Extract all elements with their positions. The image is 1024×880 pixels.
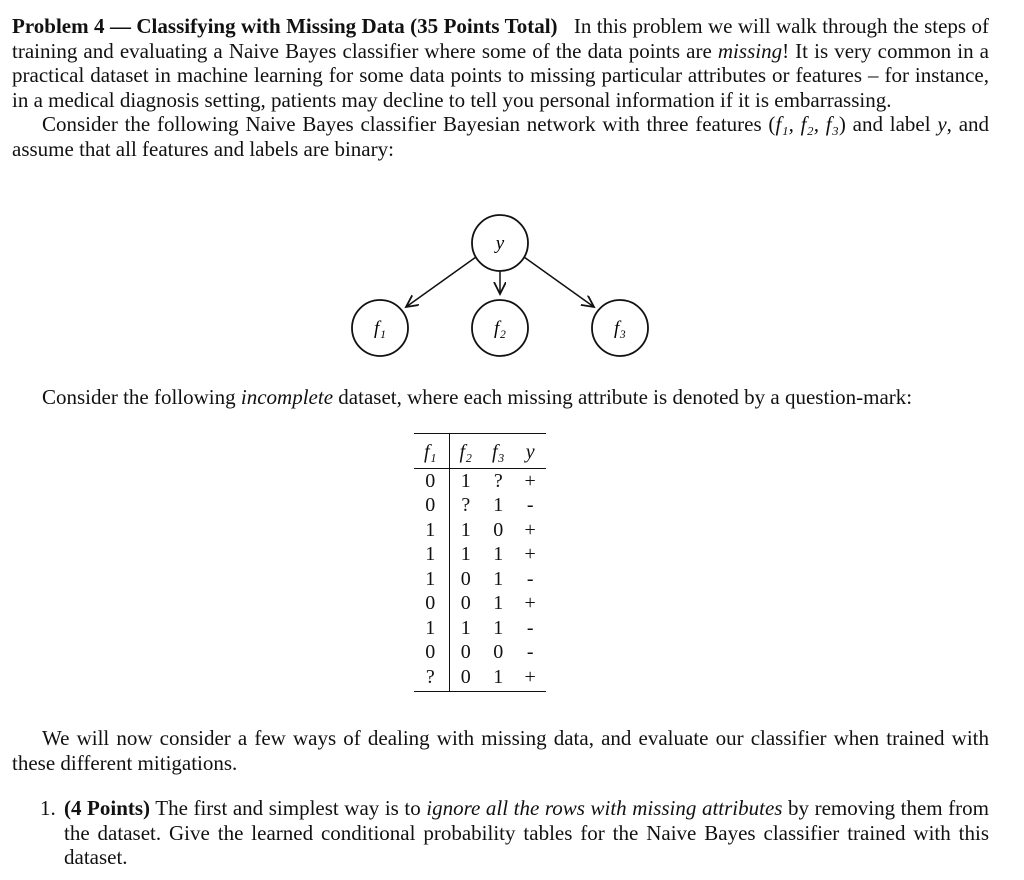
edge-y-f3	[524, 257, 594, 307]
cell: 1	[414, 518, 449, 543]
cell: +	[524, 592, 536, 614]
node-f1	[352, 300, 408, 356]
cell: 1	[493, 494, 504, 516]
cell: 0	[493, 518, 504, 541]
node-f3	[592, 300, 648, 356]
cell: 0	[414, 640, 449, 665]
intro-text-2: ! It is very common in a practical dataset in machine learning for some data points to missing particular attributes or features – for instance, in a medical diagnosis setting, patients may decline to tell you personal information if it is embarrassing.	[12, 38, 989, 112]
node-y-label: y	[495, 233, 505, 254]
incomplete-dataset-table	[414, 433, 546, 692]
table-row	[414, 616, 546, 641]
cell: ?	[414, 665, 449, 692]
cell: 1	[414, 567, 449, 592]
header-y: y	[515, 434, 546, 469]
header-f1: f₁	[414, 434, 449, 469]
problem-label: Problem 4 — Classifying with Missing Data (35 Points Total)	[12, 14, 558, 38]
question-1-text	[64, 796, 989, 870]
problem-paragraph	[12, 14, 989, 112]
bayes-network-diagram	[340, 212, 660, 362]
question-1	[40, 796, 989, 870]
table-row	[414, 567, 546, 592]
dataset-intro-after: dataset, where each missing attribute is denoted by a question-mark:	[338, 385, 913, 409]
cell: -	[526, 641, 534, 663]
header-f2: f₂	[449, 434, 482, 469]
cell: ?	[493, 469, 503, 492]
question-number: 1.	[40, 796, 56, 820]
intro-text-1: In this problem we will walk through the steps of training and evaluating a Naive Bayes classifier where some of the data points are	[12, 14, 989, 63]
cell: 1	[460, 469, 471, 492]
cell: 1	[493, 592, 504, 614]
consider-text-1: Consider the following Naive Bayes classifier Bayesian network with three features (	[42, 112, 776, 136]
consider-paragraph	[12, 112, 989, 161]
cell: 0	[460, 567, 471, 590]
cell: 0	[460, 641, 471, 663]
consider-text-3: , and assume that all features and labels are binary:	[12, 112, 990, 161]
cell: 0	[449, 665, 482, 692]
cell: +	[515, 665, 546, 692]
table-row	[414, 468, 546, 493]
table-row	[414, 640, 546, 665]
cell: 1	[414, 616, 449, 641]
mitigation-paragraph: We will now consider a few ways of dealing with missing data, and evaluate our classifier when trained with these different mitigations.	[12, 726, 989, 775]
node-f3-label: f₃	[614, 318, 626, 339]
label-var: y	[937, 112, 947, 136]
dataset-intro-before: Consider the following	[42, 385, 236, 409]
cell: 1	[493, 543, 504, 565]
dataset-intro	[12, 385, 989, 410]
consider-text-2: ) and label	[838, 112, 931, 136]
cell: 1	[460, 543, 471, 565]
cell: +	[524, 543, 536, 565]
cell: 0	[414, 591, 449, 616]
node-f2-label: f₂	[494, 318, 506, 339]
question-points: (4 Points)	[64, 796, 151, 820]
cell: 1	[493, 616, 504, 639]
table-row	[414, 493, 546, 518]
cell: -	[526, 567, 534, 590]
edge-y-f1	[406, 257, 476, 307]
node-y	[472, 215, 528, 271]
cell: +	[524, 518, 536, 541]
node-f2	[472, 300, 528, 356]
cell: 0	[460, 592, 471, 614]
cell: ?	[461, 494, 471, 516]
cell: +	[524, 469, 536, 492]
cell: 1	[414, 542, 449, 567]
cell: 0	[414, 468, 449, 493]
problem-intro	[12, 14, 989, 161]
node-f1-label: f₁	[374, 318, 386, 339]
table-row	[414, 542, 546, 567]
dataset-intro-emph: incomplete	[240, 385, 334, 409]
question-text-before: The first and simplest way is to	[155, 796, 421, 820]
question-text-after: by removing them from the dataset. Give the learned conditional probability tables for the Naive Bayes classifier trained with this dataset.	[64, 796, 990, 869]
cell: 1	[460, 616, 471, 639]
table-header-row	[414, 434, 546, 469]
table-row	[414, 518, 546, 543]
cell: 0	[414, 493, 449, 518]
table-row	[414, 591, 546, 616]
cell: 1	[460, 518, 471, 541]
question-emph: ignore all the rows with missing attributes	[426, 796, 783, 820]
intro-missing-emph: missing	[717, 38, 783, 63]
features-math: f₁, f₂, f₃	[775, 112, 839, 136]
header-f3: f₃	[482, 434, 515, 469]
cell: 1	[482, 665, 515, 692]
cell: -	[526, 616, 534, 639]
table-row	[414, 665, 546, 692]
cell: -	[526, 494, 534, 516]
cell: 1	[493, 567, 504, 590]
cell: 0	[493, 641, 504, 663]
